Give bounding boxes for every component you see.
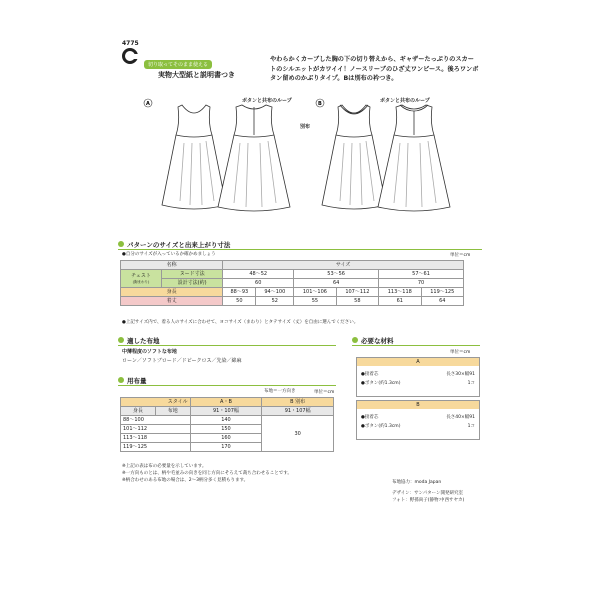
bullet-icon [118,337,124,343]
yardage-note: ※一方向ものとは、柄や毛並みの向きを同じ方向にそろえて裁ち合わせることです。 [122,471,292,476]
yardage-ab: 140 [190,416,262,425]
size-note: ●自分のサイズが入っているか確かめましょう [122,252,216,257]
material-name: ●ボタン(約1.3cm) [361,424,401,429]
finish-value: 70 [379,279,464,288]
badge-text: 切り取ってそのまま使える [148,62,209,68]
material-value: 長さ30×幅91 [446,372,475,377]
length-label: 着丈 [121,297,223,306]
materials-a-box [356,357,480,397]
pattern-number: 4775 [122,40,139,47]
loop-label-b: ボタンと共布のループ [380,98,430,104]
scissors-badge [144,60,212,69]
yardage-height: 88〜100 [121,416,191,425]
nude-value: 48〜52 [223,270,294,279]
length-value: 55 [294,297,336,306]
b-width: 91・107幅 [262,407,334,416]
pattern-envelope-back [114,38,486,562]
yardage-ab: 160 [190,434,262,443]
yardage-note: ※柄合わせのある布地の場合は、2〜3柄分多く見積もります。 [122,478,249,483]
finish-label: 設計寸法(約) [162,279,223,288]
fabric-section-header [118,336,336,346]
height-value: 101〜106 [294,288,336,297]
height-value: 113〜118 [379,288,421,297]
finish-value: 60 [223,279,294,288]
yardage-direction-note: 布地＝一方向き [264,389,296,394]
bullet-icon [352,337,358,343]
size-section-header [118,240,482,250]
yardage-height: 119〜125 [121,443,191,452]
badge-title: 実物大型紙と説明書つき [158,71,235,79]
dress-b-front-icon [322,105,386,209]
materials-section-title: 必要な材料 [361,337,394,345]
nude-value: 57〜61 [379,270,464,279]
material-name: ●接着芯 [361,415,379,420]
description: やわらかくカーブした胸の下の切り替えから、ギャザーたっぷりのスカートのシルエットがカワイイ！ノースリーブのひざ丈ワンピース。後ろワンボタン留めのかぶりタイプ。Bは別布の衿つき。 [270,56,479,83]
style-header: スタイル [121,398,191,407]
fabric-list: ローン／ソフトブロード／ドビークロス／先染／綿麻 [122,358,242,364]
length-value: 50 [223,297,256,306]
material-name: ●ボタン(約1.3cm) [361,381,401,386]
material-name: ●接着芯 [361,372,379,377]
yardage-section-header [118,376,336,386]
materials-a-header: A [357,358,479,366]
height-header: 身長 [121,407,156,416]
ab-width: 91・107幅 [190,407,262,416]
yardage-ab: 170 [190,443,262,452]
brand-logo-icon [122,48,138,64]
yardage-table [120,397,334,452]
fabric-credit: 布地協力：moda Japan [392,480,442,485]
yardage-height: 101〜112 [121,425,191,434]
fabric-header: 布地 [155,407,190,416]
length-value: 64 [421,297,463,306]
height-value: 88〜93 [223,288,256,297]
materials-b-header: B [357,401,479,409]
size-section-title: パターンのサイズと出来上がり寸法 [127,241,231,249]
length-value: 58 [336,297,378,306]
finish-value: 64 [294,279,379,288]
bullet-icon [118,241,124,247]
yardage-section-title: 用布量 [127,377,147,385]
size-unit: 単位＝cm [450,253,471,258]
height-label: 身長 [121,288,223,297]
chest-label: チェスト (胸まわり) [121,270,162,288]
material-value: 1コ [467,381,475,386]
size-footnote: ●上記サイズ内で、着る人のサイズに合わせて、ヨコサイズ（まわり）とタテサイズ（丈）を自由に選んでください。 [122,320,359,325]
b-besfu-header: B 別布 [262,398,334,407]
size-header: サイズ [223,261,464,270]
yardage-ab: 150 [190,425,262,434]
loop-label-a: ボタンと共布のループ [242,98,292,104]
besfu-label: 別布 [300,124,311,130]
materials-section-header [352,336,480,346]
fabric-section-title: 適した布地 [127,337,160,345]
length-value: 61 [379,297,421,306]
yardage-note: ※上記の表は布の必要量を示しています。 [122,464,207,469]
dress-illustrations [134,93,474,228]
fabric-subtitle: 中薄程度のソフトな布地 [122,349,177,355]
yardage-b-value: 30 [262,416,334,452]
height-value: 94〜100 [256,288,294,297]
size-table [120,260,464,306]
materials-unit: 単位＝cm [450,350,471,355]
design-credit: デザイン：サンパターン開発研究室 [392,491,464,496]
material-value: 1コ [467,424,475,429]
nude-value: 53〜56 [294,270,379,279]
photo-credit: フォト：野孫尚子(静物:中西サヤカ) [392,498,465,503]
name-header: 名称 [121,261,223,270]
yardage-unit: 単位＝cm [314,390,335,395]
height-value: 107〜112 [336,288,378,297]
yardage-height: 113〜118 [121,434,191,443]
length-value: 52 [256,297,294,306]
style-a-label: A [146,101,150,107]
ab-header: A・B [190,398,262,407]
dress-a-front-icon [162,105,226,209]
height-value: 119〜125 [421,288,463,297]
materials-b-box [356,400,480,440]
bullet-icon [118,377,124,383]
material-value: 長さ40×幅91 [446,415,475,420]
style-b-label: B [318,101,322,107]
nude-label: ヌード寸法 [162,270,223,279]
